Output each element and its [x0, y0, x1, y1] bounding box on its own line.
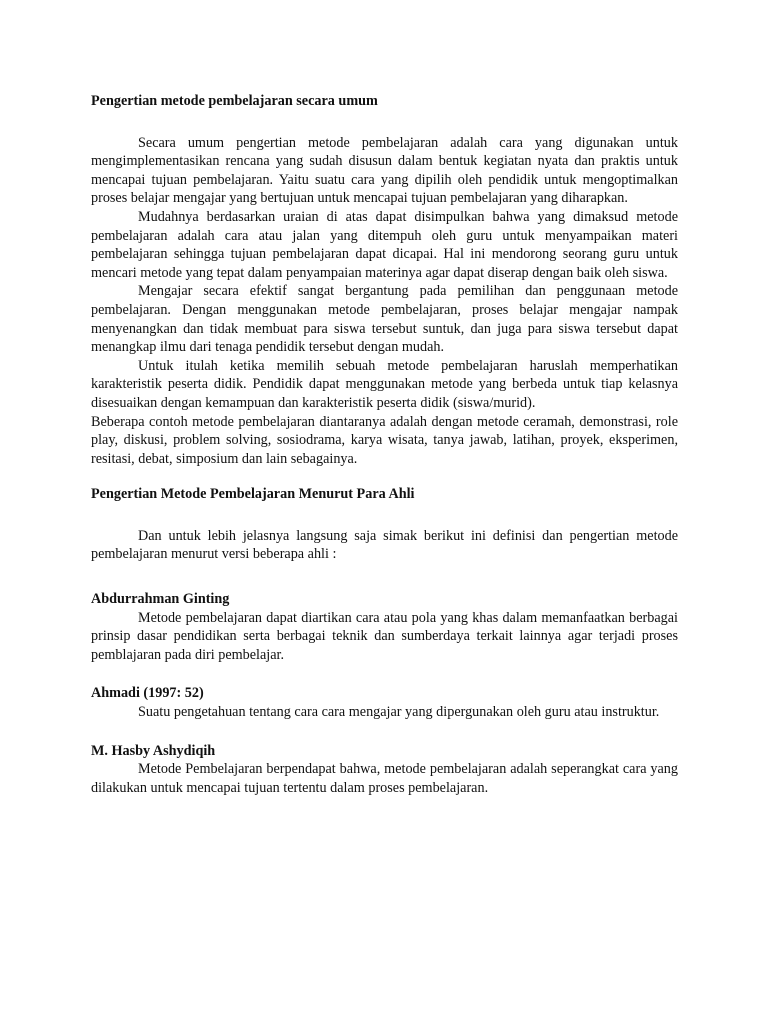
paragraph-general-definition: Secara umum pengertian metode pembelajaran adalah cara yang digunakan untuk mengimplementasikan rencana yang sudah disusun dalam bentuk kegiatan nyata dan praktis untuk mencapai tujuan pembelajaran. Yaitu suatu cara yang dipilih oleh pendidik untuk mengoptimalkan proses belajar mengajar yang bertujuan untuk mencapai tujuan pembelajaran yang diharapkan.: [91, 134, 678, 207]
section-heading-general: Pengertian metode pembelajaran secara umum: [91, 93, 378, 109]
expert-name: M. Hasby Ashydiqih: [91, 742, 216, 759]
paragraph-student-characteristics: Untuk itulah ketika memilih sebuah metode pembelajaran haruslah memperhatikan karakteristik peserta didik. Pendidik dapat menggunakan metode yang berbeda untuk tiap kelasnya disesuaikan dengan kemampuan dan karakteristik peserta didik (siswa/murid).: [91, 357, 678, 411]
spacer: [91, 468, 678, 485]
spacer: [91, 504, 678, 527]
paragraph-experts-intro: Dan untuk lebih jelasnya langsung saja simak berikut ini definisi dan pengertian metode pembelajaran menurut versi beberapa ahli :: [91, 527, 678, 563]
paragraph-method-examples: Beberapa contoh metode pembelajaran diantaranya adalah dengan metode ceramah, demonstrasi, role play, diskusi, problem solving, sosiodrama, karya wisata, tanya jawab, latihan, proyek, eksperimen, resitasi, debat, simposium dan lain sebagainya.: [91, 413, 678, 467]
paragraph-effective-teaching: Mengajar secara efektif sangat bergantung pada pemilihan dan penggunaan metode pembelajaran. Dengan menggunakan metode pembelajaran, proses belajar mengajar nampak menyenangkan dan tidak membuat para siswa tersebut suntuk, dan juga para siswa tersebut dapat menangkap ilmu dari tenaga pendidik tersebut dengan mudah.: [91, 283, 678, 356]
spacer: [91, 111, 678, 134]
spacer: [91, 664, 678, 684]
section-heading-experts: Pengertian Metode Pembelajaran Menurut Para Ahli: [91, 486, 415, 503]
expert-definition: Metode pembelajaran dapat diartikan cara atau pola yang khas dalam memanfaatkan berbagai prinsip dasar pendidikan serta berbagai teknik dan sumberdaya terkait lainnya agar terjadi proses pemblajaran pada diri pembelajar.: [91, 609, 678, 663]
spacer: [91, 722, 678, 742]
expert-name: Abdurrahman Ginting: [91, 591, 230, 608]
document-page: [91, 92, 678, 797]
expert-name: Ahmadi (1997: 52): [91, 685, 204, 702]
expert-definition: Suatu pengetahuan tentang cara cara mengajar yang dipergunakan oleh guru atau instruktur.: [138, 704, 660, 721]
spacer: [91, 564, 678, 590]
expert-definition: Metode Pembelajaran berpendapat bahwa, metode pembelajaran adalah seperangkat cara yang dilakukan untuk mencapai tujuan tertentu dalam proses pembelajaran.: [91, 761, 678, 796]
paragraph-conclusion: Mudahnya berdasarkan uraian di atas dapat disimpulkan bahwa yang dimaksud metode pembelajaran adalah cara atau jalan yang ditempuh oleh guru untuk menyampaikan materi pembelajaran sehingga tujuan pembelajaran dapat dicapai. Hal ini mendorong seorang guru untuk mencari metode yang tepat dalam penyampaian materinya agar dapat diserap dengan baik oleh siswa.: [91, 208, 678, 281]
